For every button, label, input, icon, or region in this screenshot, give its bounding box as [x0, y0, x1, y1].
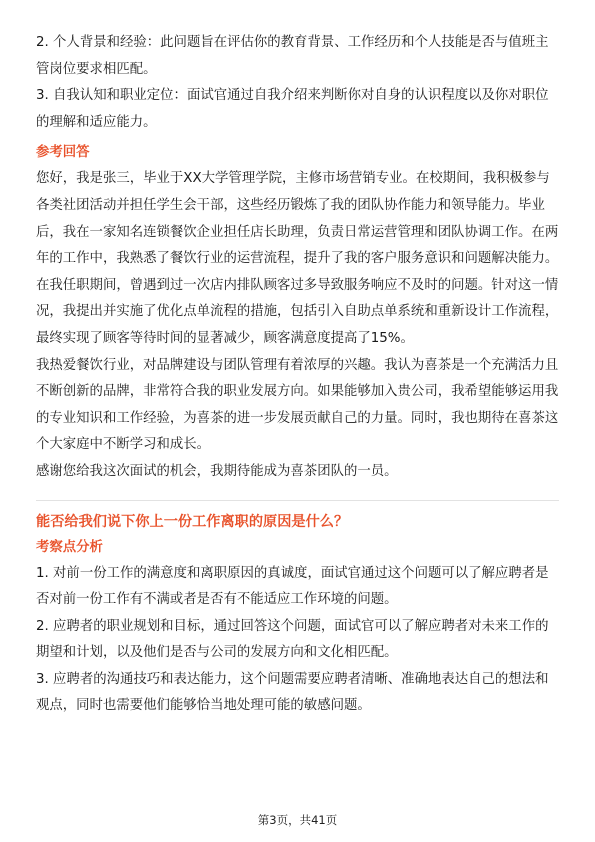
reference-heading: 参考回答	[36, 145, 90, 161]
page-content	[36, 30, 559, 720]
top-list-item: 2. 个人背景和经验：此问题旨在评估你的教育背景、工作经历和个人技能是否与值班主管岗位要求相匹配。	[36, 35, 549, 77]
top-list-item: 3. 自我认知和职业定位：面试官通过自我介绍来判断你对自身的认识程度以及你对职位的理解和适应能力。	[36, 88, 549, 130]
analysis-heading: 考察点分析	[36, 539, 103, 555]
question-title: 能否给我们说下你上一份工作离职的原因是什么？	[36, 513, 349, 530]
section-divider	[36, 500, 559, 501]
reference-paragraph: 在我任职期间，曾遇到过一次店内排队顾客过多导致服务响应不及时的问题。针对这一情况，我提出并实施了优化点单流程的措施，包括引入自助点单系统和重新设计工作流程，最终实现了顾客等待时间的显著减少，顾客满意度提高了15%。	[36, 277, 559, 346]
page-footer: 第3页，共41页	[257, 813, 338, 827]
analysis-item: 2. 应聘者的职业规划和目标，通过回答这个问题，面试官可以了解应聘者对未来工作的期望和计划，以及他们是否与公司的发展方向和文化相匹配。	[36, 618, 549, 661]
analysis-item: 1. 对前一份工作的满意度和离职原因的真诚度，面试官通过这个问题可以了解应聘者是否对前一份工作有不满或者是否有不能适应工作环境的问题。	[36, 565, 549, 608]
reference-paragraph: 感谢您给我这次面试的机会，我期待能成为喜茶团队的一员。	[36, 463, 398, 479]
reference-paragraph: 您好，我是张三，毕业于XX大学管理学院，主修市场营销专业。在校期间，我积极参与各类社团活动并担任学生会干部，这些经历锻炼了我的团队协作能力和领导能力。毕业后，我在一家知名连锁餐饮企业担任店长助理，负责日常运营管理和团队协调工作。在两年的工作中，我熟悉了餐饮行业的运营流程，提升了我的客户服务意识和问题解决能力。	[36, 171, 559, 267]
reference-paragraph: 我热爱餐饮行业，对品牌建设与团队管理有着浓厚的兴趣。我认为喜茶是一个充满活力且不断创新的品牌，非常符合我的职业发展方向。如果能够加入贵公司，我希望能够运用我的专业知识和工作经验，为喜茶的进一步发展贡献自己的力量。同时，我也期待在喜茶这个大家庭中不断学习和成长。	[36, 357, 559, 453]
analysis-item: 3. 应聘者的沟通技巧和表达能力，这个问题需要应聘者清晰、准确地表达自己的想法和观点，同时也需要他们能够恰当地处理可能的敏感问题。	[36, 671, 549, 714]
